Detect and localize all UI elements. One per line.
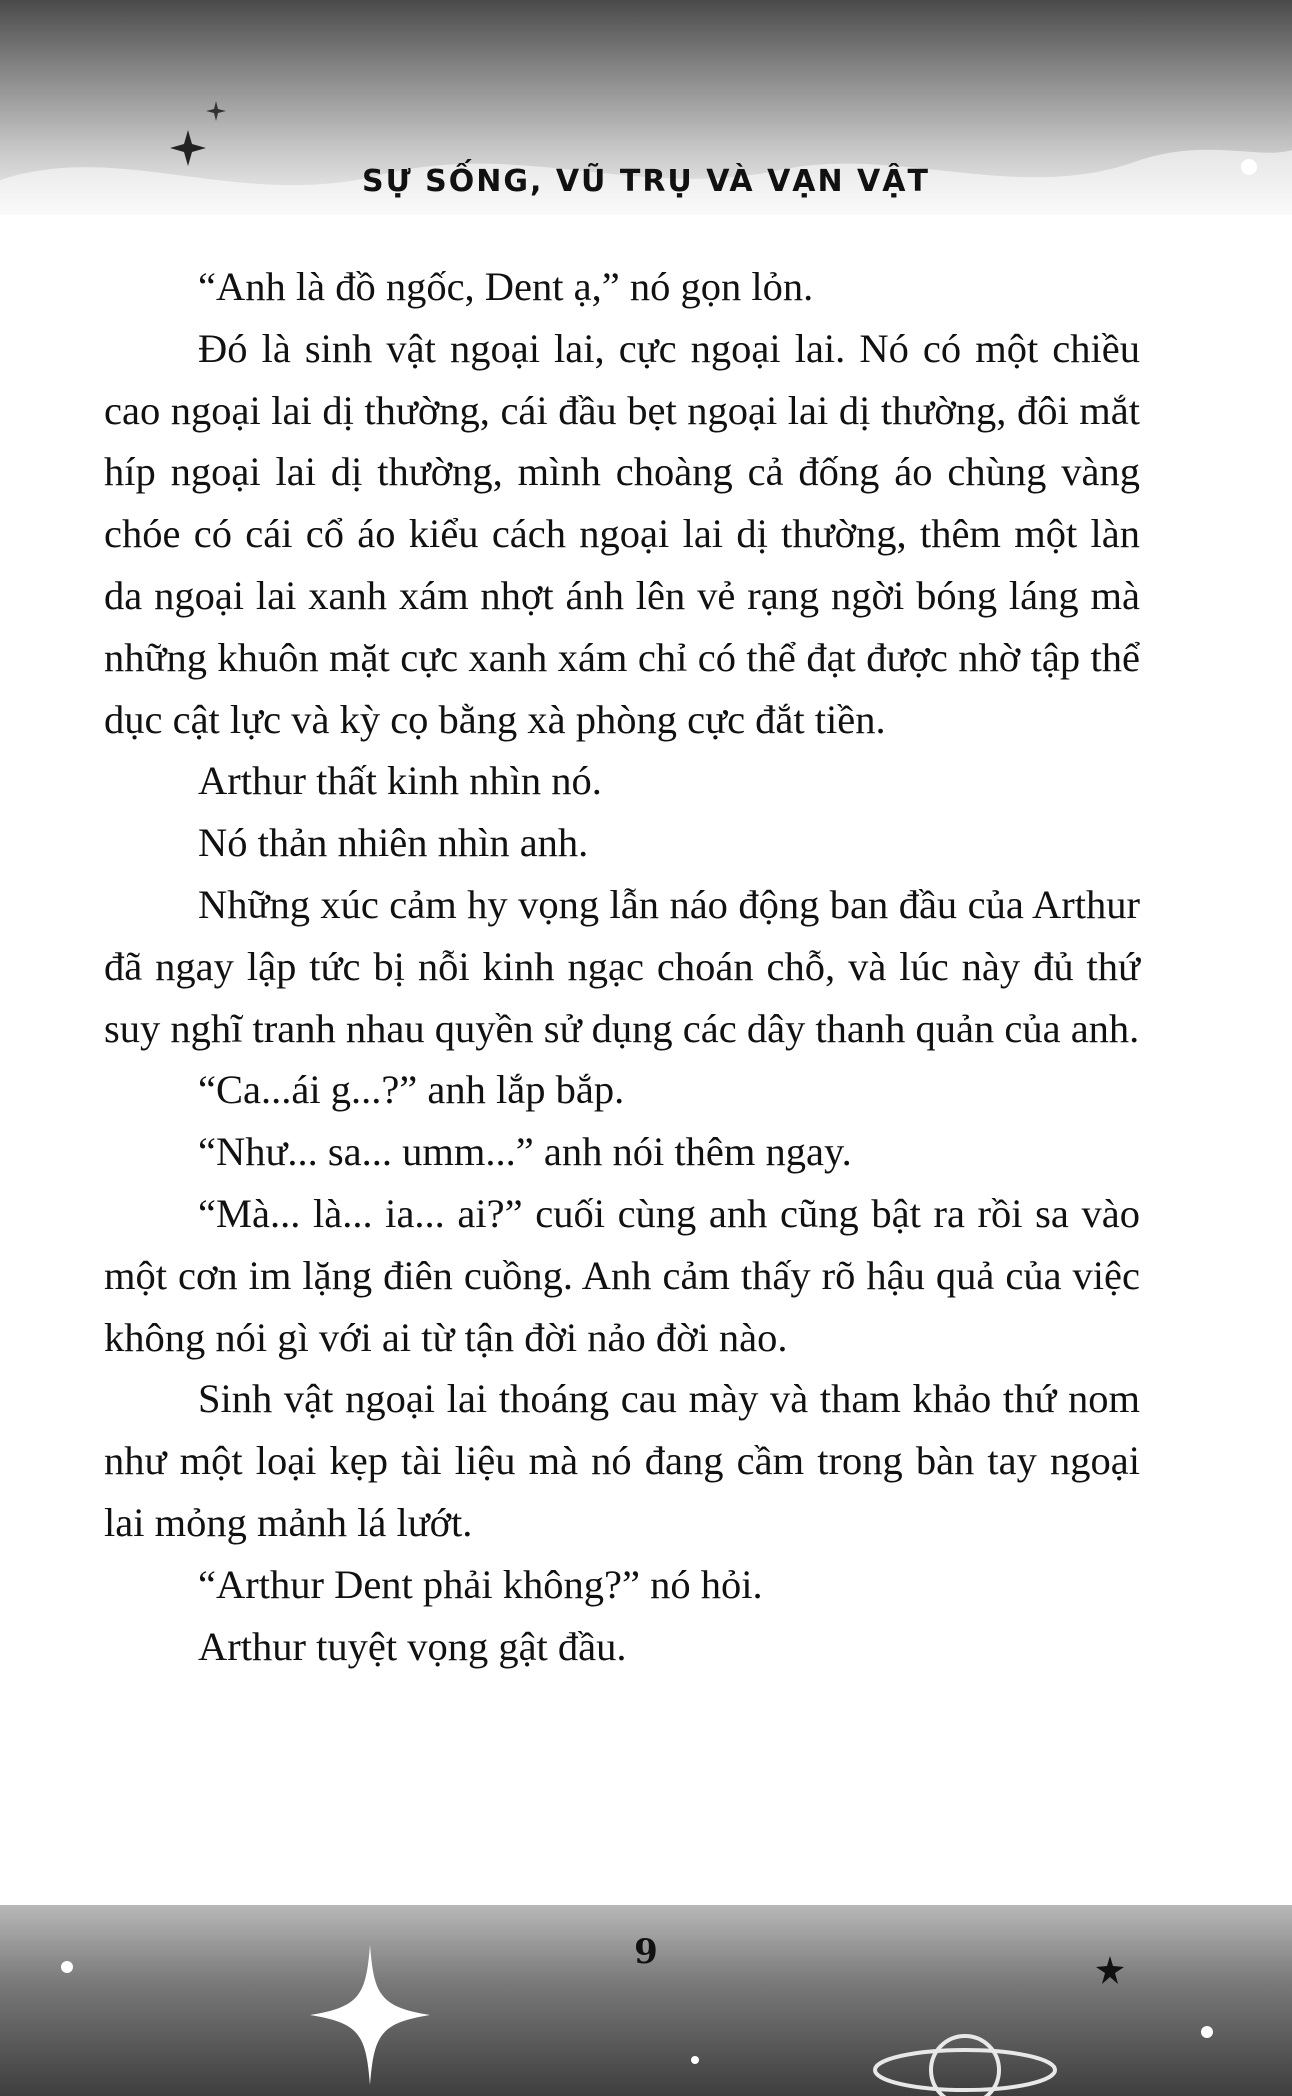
running-head-title: SỰ SỐNG, VŨ TRỤ VÀ VẠN VẬT [362,164,930,199]
star-icon [205,100,227,122]
star-icon [168,128,208,168]
paragraph: “Như... sa... umm...” anh nói thêm ngay. [198,1129,852,1175]
star-icon [1200,2025,1214,2039]
paragraph: “Anh là đồ ngốc, Dent ạ,” nó gọn lỏn. [198,264,814,309]
paragraph: “Ca...ái g...?” anh lắp bắp. [198,1067,625,1113]
paragraph: Những xúc cảm hy vọng lẫn náo động ban đầu của Arthur đã ngay lập tức bị nỗi kinh ngạc choán chỗ, và lúc này đủ thứ suy nghĩ tranh nhau quyền sử dụng các dây thanh quản của anh. [104,881,1140,1051]
paragraph: Arthur thất kinh nhìn nó. [198,758,602,804]
star-icon [690,2055,700,2065]
book-page-body [104,256,1140,1677]
paragraph: Arthur tuyệt vọng gật đầu. [198,1623,627,1669]
paragraph: Nó thản nhiên nhìn anh. [198,820,589,866]
paragraph: “Mà... là... ia... ai?” cuối cùng anh cũng bật ra rồi sa vào một cơn im lặng điên cuồng. Anh cảm thấy rõ hậu quả của việc không nói gì với ai từ tận đời nảo đời nào. [104,1190,1140,1360]
paragraph: Đó là sinh vật ngoại lai, cực ngoại lai. Nó có một chiều cao ngoại lai dị thường, cái đầu bẹt ngoại lai dị thường, đôi mắt híp ngoại lai dị thường, mình choàng cả đống áo chùng vàng chóe có cái cổ áo kiểu cách ngoại lai dị thường, thêm một làn da ngoại lai xanh xám nhợt ánh lên vẻ rạng ngời bóng láng mà những khuôn mặt cực xanh xám chỉ có thể đạt được nhờ tập thể dục cật lực và kỳ cọ bằng xà phòng cực đắt tiền. [104,325,1140,742]
paragraph: Sinh vật ngoại lai thoáng cau mày và tham khảo thứ nom như một loại kẹp tài liệu mà nó đang cầm trong bàn tay ngoại lai mỏng mảnh lá lướt. [104,1376,1140,1545]
paragraph: “Arthur Dent phải không?” nó hỏi. [198,1561,763,1607]
page-number: 9 [634,1932,658,1972]
planet-icon [870,2015,1060,2096]
